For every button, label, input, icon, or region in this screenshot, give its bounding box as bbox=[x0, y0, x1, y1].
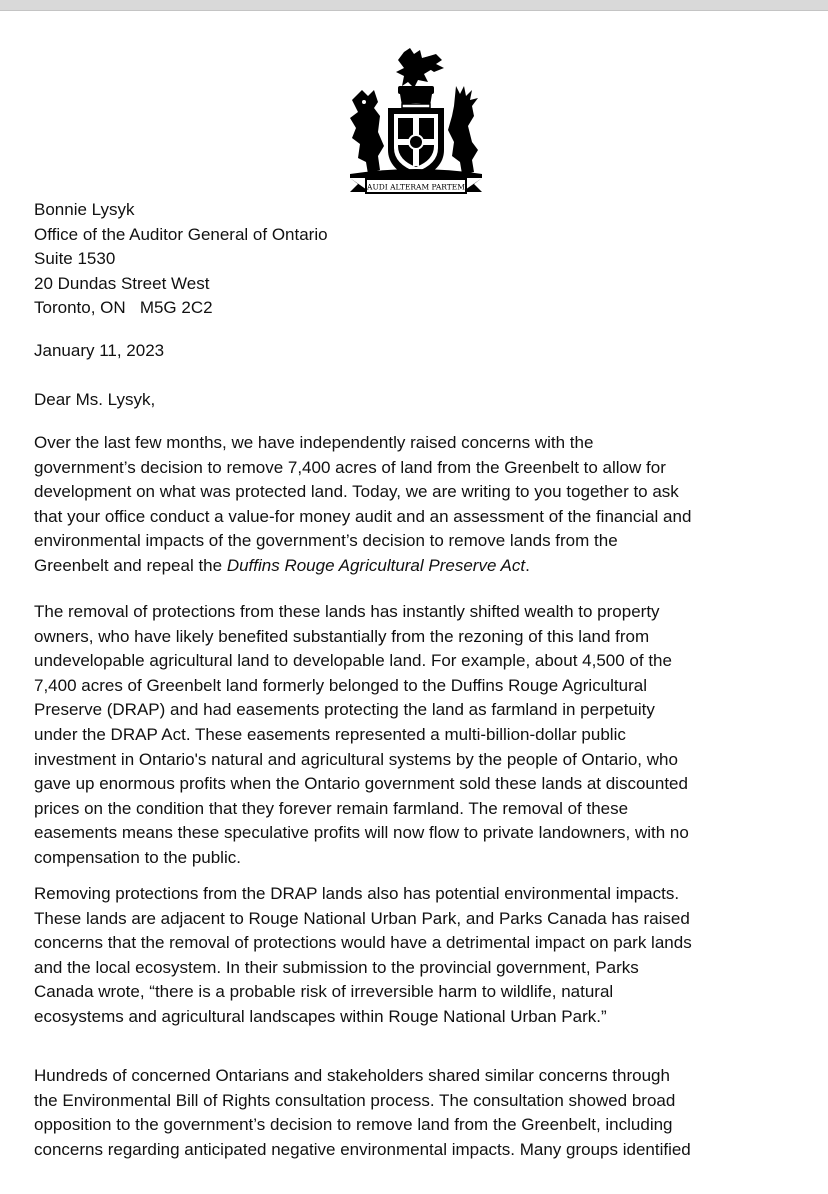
paragraph-line: owners, who have likely benefited substantially from the rezoning of this land from bbox=[34, 626, 650, 646]
crest-left-supporter bbox=[350, 90, 384, 174]
paragraph-4 bbox=[34, 1064, 814, 1162]
paragraph-line: Removing protections from the DRAP lands also has potential environmental impacts. bbox=[34, 884, 680, 903]
paragraph-line: Over the last few months, we have independently raised concerns with the bbox=[34, 433, 594, 452]
paragraph-line: environmental impacts of the government’s decision to remove lands from the bbox=[34, 531, 618, 551]
paragraph-line: gave up enormous profits when the Ontario government sold these lands at discounted bbox=[34, 774, 688, 794]
paragraph-line: and the local ecosystem. In their submission to the provincial government, Parks bbox=[34, 957, 639, 977]
paragraph-line: concerns that the removal of protections would have a detrimental impact on park lands bbox=[34, 933, 692, 953]
recipient-name: Bonnie Lysyk bbox=[34, 200, 135, 219]
paragraph-line: Hundreds of concerned Ontarians and stakeholders shared similar concerns through bbox=[34, 1066, 670, 1085]
paragraph-line: the Environmental Bill of Rights consultation process. The consultation showed broad bbox=[34, 1090, 676, 1110]
paragraph-line: investment in Ontario's natural and agricultural systems by the people of Ontario, who bbox=[34, 749, 678, 769]
paragraph-line: The removal of protections from these lands has instantly shifted wealth to property bbox=[34, 602, 660, 621]
paragraph-line: These lands are adjacent to Rouge National Urban Park, and Parks Canada has raised bbox=[34, 908, 690, 928]
paragraph-line: under the DRAP Act. These easements represented a multi-billion-dollar public bbox=[34, 724, 626, 744]
paragraph-line: easements means these speculative profits will now flow to private landowners, with no bbox=[34, 823, 689, 843]
paragraph-line bbox=[34, 554, 814, 579]
paragraph-2 bbox=[34, 600, 814, 871]
paragraph-line: development on what was protected land. Today, we are writing to you together to ask bbox=[34, 482, 679, 502]
paragraph-line: government’s decision to remove 7,400 acres of land from the Greenbelt to allow for bbox=[34, 457, 666, 477]
recipient-city: Toronto, ON M5G 2C2 bbox=[34, 298, 213, 317]
crest-right-supporter bbox=[448, 86, 478, 174]
paragraph-line: that your office conduct a value-for money audit and an assessment of the financial and bbox=[34, 506, 692, 526]
letter-date: January 11, 2023 bbox=[34, 341, 165, 360]
coat-of-arms-crest bbox=[344, 46, 488, 198]
paragraph-line: Preserve (DRAP) and had easements protecting the land as farmland in perpetuity bbox=[34, 700, 655, 720]
paragraph-line: opposition to the government’s decision to remove land from the Greenbelt, including bbox=[34, 1115, 673, 1135]
paragraph-line: concerns regarding anticipated negative environmental impacts. Many groups identified bbox=[34, 1139, 691, 1159]
recipient-address bbox=[34, 198, 328, 321]
window-top-bar bbox=[0, 0, 828, 11]
act-title: Duffins Rouge Agricultural Preserve Act bbox=[226, 555, 526, 575]
recipient-street: 20 Dundas Street West bbox=[34, 273, 210, 293]
paragraph-3 bbox=[34, 882, 814, 1030]
paragraph-line: ecosystems and agricultural landscapes within Rouge National Urban Park.” bbox=[34, 1006, 607, 1026]
paragraph-text: . bbox=[525, 555, 530, 575]
recipient-office: Office of the Auditor General of Ontario bbox=[34, 224, 328, 244]
salutation: Dear Ms. Lysyk, bbox=[34, 390, 156, 409]
crest-helmet bbox=[398, 86, 434, 108]
paragraph-line: Canada wrote, “there is a probable risk of irreversible harm to wildlife, natural bbox=[34, 982, 614, 1002]
paragraph-1 bbox=[34, 431, 814, 579]
paragraph-line: compensation to the public. bbox=[34, 847, 241, 867]
paragraph-line: prices on the condition that they forever remain farmland. The removal of these bbox=[34, 798, 629, 818]
crest-top-figure bbox=[396, 48, 444, 88]
paragraph-line: 7,400 acres of Greenbelt land formerly belonged to the Duffins Rouge Agricultural bbox=[34, 675, 647, 695]
crest-motto: AUDI ALTERAM PARTEM bbox=[367, 182, 465, 192]
paragraph-line: undevelopable agricultural land to developable land. For example, about 4,500 of the bbox=[34, 651, 672, 671]
paragraph-text: Greenbelt and repeal the bbox=[34, 555, 227, 575]
recipient-suite: Suite 1530 bbox=[34, 249, 116, 268]
